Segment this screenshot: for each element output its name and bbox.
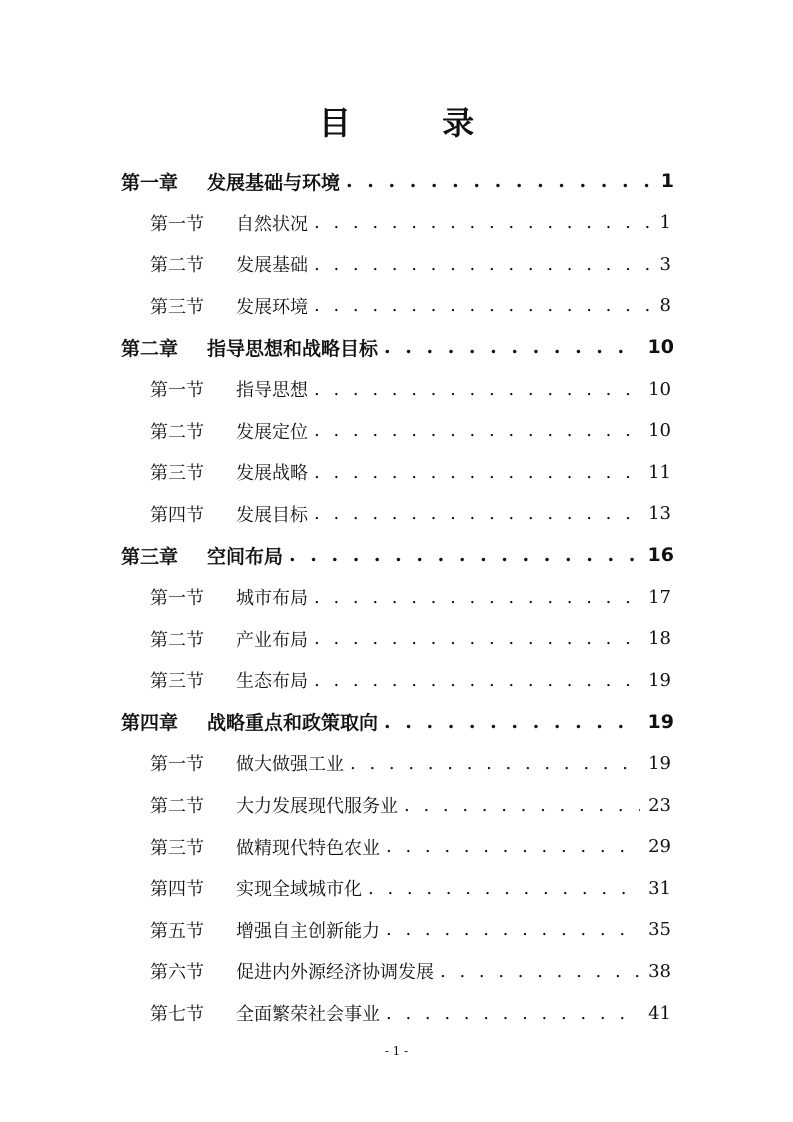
page-number: - 1 -: [384, 1044, 409, 1058]
toc-section-entry[interactable]: [150, 243, 671, 285]
entry-number: 第二章: [121, 337, 179, 360]
entry-page-number: 29: [648, 836, 671, 858]
entry-page-number: 8: [659, 295, 671, 317]
entry-page-number: 16: [647, 544, 674, 567]
entry-page-number: 10: [647, 336, 674, 359]
entry-title: 指导思想: [236, 380, 308, 401]
toc-section-entry[interactable]: [150, 285, 671, 327]
entry-number: 第一章: [121, 171, 179, 194]
entry-page-number: 10: [648, 420, 671, 442]
toc-chapter-entry[interactable]: [121, 326, 674, 368]
dot-leader: [386, 919, 640, 940]
dot-leader: [350, 753, 640, 774]
entry-number: 第四节: [150, 879, 204, 901]
toc-section-entry[interactable]: [150, 368, 671, 410]
toc-section-entry[interactable]: [150, 576, 671, 618]
entry-title: 大力发展现代服务业: [236, 796, 398, 817]
entry-title: 做大做强工业: [236, 754, 344, 776]
toc-chapter-entry[interactable]: [121, 701, 674, 743]
entry-title: 战略重点和政策取向: [207, 712, 379, 735]
toc-section-entry[interactable]: [150, 659, 671, 701]
entry-title: 发展定位: [236, 421, 308, 443]
entry-page-number: 17: [648, 586, 671, 608]
entry-number: 第三章: [121, 545, 179, 568]
dot-leader: [386, 836, 640, 857]
entry-page-number: 11: [648, 461, 671, 483]
entry-page-number: 3: [659, 253, 671, 275]
toc-section-entry[interactable]: [150, 826, 671, 868]
dot-leader: [314, 295, 652, 316]
dot-leader: [368, 878, 640, 899]
toc-chapter-entry[interactable]: [121, 160, 674, 202]
entry-title: 促进内外源经济协调发展: [236, 962, 434, 984]
dot-leader: [314, 379, 640, 400]
dot-leader: [346, 170, 653, 192]
entry-title: 自然状况: [236, 213, 308, 235]
toc-section-entry[interactable]: [150, 451, 671, 493]
entry-page-number: 19: [647, 710, 674, 733]
entry-number: 第二节: [150, 421, 204, 443]
toc-section-entry[interactable]: [150, 493, 671, 535]
entry-title: 发展环境: [236, 296, 308, 318]
entry-number: 第四章: [121, 712, 179, 735]
entry-title: 全面繁荣社会事业: [236, 1004, 380, 1025]
entry-page-number: 41: [648, 1002, 671, 1024]
entry-number: 第三节: [150, 296, 204, 318]
entry-title: 做精现代特色农业: [236, 837, 380, 859]
toc-section-entry[interactable]: [150, 410, 671, 452]
dot-leader: [440, 961, 640, 982]
entry-page-number: 35: [648, 919, 671, 941]
dot-leader: [384, 711, 640, 733]
entry-page-number: 1: [659, 212, 671, 234]
dot-leader: [314, 628, 640, 649]
entry-number: 第六节: [150, 962, 204, 984]
dot-leader: [386, 1003, 640, 1024]
entry-title: 发展基础: [236, 255, 308, 277]
dot-leader: [314, 254, 652, 275]
entry-page-number: 19: [648, 752, 671, 774]
entry-page-number: 10: [648, 378, 671, 400]
entry-title: 增强自主创新能力: [236, 920, 380, 942]
dot-leader: [314, 503, 640, 524]
entry-title: 产业布局: [236, 629, 308, 651]
entry-number: 第一节: [150, 754, 204, 776]
entry-page-number: 19: [648, 669, 671, 691]
entry-number: 第五节: [150, 920, 204, 942]
entry-title: 发展目标: [236, 504, 308, 526]
entry-number: 第三节: [150, 837, 204, 859]
dot-leader: [314, 462, 640, 483]
toc-section-entry[interactable]: [150, 742, 671, 784]
dot-leader: [314, 587, 640, 608]
entry-title: 实现全域城市化: [236, 879, 362, 901]
entry-number: 第二节: [150, 255, 204, 277]
toc-chapter-entry[interactable]: [121, 534, 674, 576]
entry-number: 第四节: [150, 504, 204, 526]
dot-leader: [384, 336, 640, 358]
toc-section-entry[interactable]: [150, 867, 671, 909]
entry-title: 发展基础与环境: [207, 171, 341, 194]
entry-number: 第二节: [150, 629, 204, 651]
entry-number: 第一节: [150, 213, 204, 235]
dot-leader: [314, 670, 640, 691]
entry-page-number: 23: [648, 794, 671, 816]
entry-title: 城市布局: [236, 588, 308, 609]
entry-page-number: 18: [648, 628, 671, 650]
entry-number: 第七节: [150, 1004, 204, 1025]
entry-page-number: 1: [660, 170, 674, 192]
entry-page-number: 38: [648, 960, 671, 982]
entry-title: 发展战略: [236, 463, 308, 485]
entry-number: 第三节: [150, 671, 204, 693]
entry-number: 第二节: [150, 796, 204, 817]
dot-leader: [314, 420, 640, 441]
toc-section-entry[interactable]: [150, 202, 671, 244]
toc-section-entry[interactable]: [150, 950, 671, 992]
toc-section-entry[interactable]: [150, 784, 671, 826]
dot-leader: [289, 544, 640, 566]
entry-number: 第三节: [150, 463, 204, 485]
entry-title: 空间布局: [207, 545, 284, 568]
entry-number: 第一节: [150, 588, 204, 609]
toc-section-entry[interactable]: [150, 909, 671, 951]
entry-title: 生态布局: [236, 671, 308, 693]
dot-leader: [404, 795, 640, 816]
toc-section-entry[interactable]: [150, 618, 671, 660]
dot-leader: [314, 212, 652, 233]
entry-page-number: 31: [648, 877, 671, 899]
page-title: 目 录: [318, 104, 515, 142]
toc-section-entry[interactable]: [150, 992, 671, 1034]
entry-number: 第一节: [150, 380, 204, 401]
entry-page-number: 13: [648, 503, 671, 525]
entry-title: 指导思想和战略目标: [207, 337, 379, 360]
